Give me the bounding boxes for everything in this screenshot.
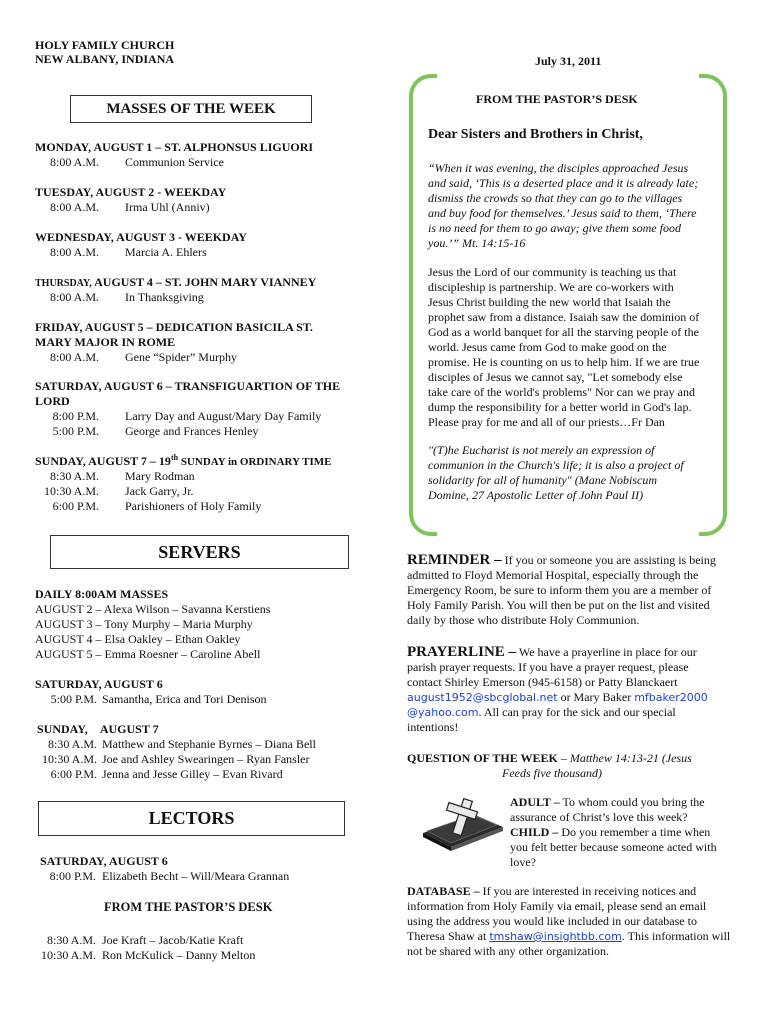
server-names: Jenna and Jesse Gilley – Evan Rivard (102, 767, 283, 781)
question-dash: – (557, 751, 570, 765)
prayerline-first: We have a prayerline in place for our (516, 645, 697, 659)
question-ref-cont: Feeds five thousand) (502, 766, 602, 780)
prayerline-line: intentions! (407, 720, 459, 734)
body-line: Please pray for me and all of our priests…Fr Dan (428, 415, 665, 429)
reminder-first: If you or someone you are assisting is being (501, 553, 716, 567)
prayerline-label: PRAYERLINE – (407, 644, 517, 660)
prayerline-mid: or Mary Baker (557, 690, 635, 704)
body-line: God as a world banquet for all the starving people of the (428, 325, 699, 339)
server-names: Samantha, Erica and Tori Denison (102, 692, 267, 706)
child-question-cont: you felt better because someone acted with (510, 840, 717, 854)
mass-day-heading-cont: MARY MAJOR IN ROME (35, 335, 176, 349)
database-section (407, 884, 747, 959)
server-line: AUGUST 3 – Tony Murphy – Maria Murphy (35, 617, 253, 631)
email-link-tmshaw[interactable]: tmshaw@insightbb.com (489, 930, 622, 943)
pastor-closing (428, 443, 718, 503)
mass-day-small: THURSDAY, (35, 278, 92, 289)
mass-day-heading: TUESDAY, AUGUST 2 - WEEKDAY (35, 185, 227, 199)
prayerline-line: parish prayer requests. If you have a prayer request, please (407, 660, 689, 674)
child-question: Do you remember a time when (558, 825, 711, 839)
bible-cross-icon (417, 793, 507, 853)
mass-time: 8:00 A.M. (49, 290, 99, 304)
mass-time: 5:00 P.M. (52, 424, 99, 438)
mass-time: 8:00 A.M. (49, 245, 99, 259)
database-line4a: Theresa Shaw at (407, 929, 490, 943)
reminder-line: Holy Family Parish. You will then be put on the list and visited (407, 598, 710, 612)
lector-names: Ron McKulick – Danny Melton (102, 948, 256, 962)
mass-intention: Irma Uhl (Anniv) (125, 200, 210, 214)
masses-title-box (70, 95, 312, 123)
mass-intention: Mary Rodman (125, 469, 195, 483)
mass-time: 8:00 A.M. (49, 200, 99, 214)
mass-intention: Marcia A. Ehlers (125, 245, 207, 259)
prayerline-line5: . All can pray for the sick and our special (478, 705, 676, 719)
quote-line: “When it was evening, the disciples approached Jesus (428, 161, 689, 175)
adult-question: To whom could you bring the (559, 795, 705, 809)
prayerline-line: contact Shirley Emerson (945-6158) or Patty Blanckaert (407, 675, 678, 689)
adult-question-cont: assurance of Christ’s love this week? (510, 810, 688, 824)
server-time: 6:00 P.M. (50, 767, 97, 781)
servers-saturday-heading: SATURDAY, AUGUST 6 (35, 677, 163, 691)
server-time: 8:30 A.M. (47, 737, 97, 751)
quote-line: dismiss the crowds so that they can go to the villages (428, 191, 683, 205)
quote-line: is no need for them to go away; give them some food (428, 221, 681, 235)
sunday-label: SUNDAY, (37, 722, 88, 736)
database-line: not be shared with any other organization. (407, 944, 610, 958)
mass-time: 6:00 P.M. (52, 499, 99, 513)
pastor-quote (428, 161, 718, 251)
lectors-title: LECTORS (148, 808, 235, 828)
masses-title: MASSES OF THE WEEK (106, 101, 276, 117)
closing-line: solidarity for all of humanity" (Mane Nobiscum (428, 473, 658, 487)
pastor-body (428, 265, 718, 430)
question-section (407, 751, 747, 781)
adult-label: ADULT – (510, 795, 560, 809)
reminder-section (407, 553, 747, 628)
mass-time: 8:00 A.M. (49, 155, 99, 169)
mass-time: 8:00 A.M. (49, 350, 99, 364)
prayerline-section (407, 645, 747, 735)
lector-names: Joe Kraft – Jacob/Katie Kraft (102, 933, 244, 947)
servers-sunday-heading (35, 722, 159, 737)
body-line: promise. He is counting on us to help him. If we are true (428, 355, 700, 369)
mass-intention: Communion Service (125, 155, 224, 169)
reminder-line: Emergency Room, be sure to inform them you are a member of (407, 583, 712, 597)
sunday-date: AUGUST 7 (99, 722, 159, 736)
body-line: take care of the world's problems" Nor can we pray and (428, 385, 695, 399)
lectors-subheading: FROM THE PASTOR’S DESK (104, 900, 273, 914)
body-line: disciples of Jesus we cannot say, "Let somebody else (428, 370, 683, 384)
body-line: dump the responsibility for a better world in God's lap. (428, 400, 692, 414)
lector-names: Elizabeth Becht – Will/Meara Grannan (102, 869, 290, 883)
lectors-title-box (38, 801, 345, 836)
server-line: AUGUST 4 – Elsa Oakley – Ethan Oakley (35, 632, 241, 646)
lectors-saturday-heading: SATURDAY, AUGUST 6 (40, 854, 168, 868)
bulletin-date: July 31, 2011 (535, 54, 602, 68)
mass-time: 8:00 P.M. (52, 409, 99, 423)
database-line: information from Holy Family via email, please send an email (407, 899, 707, 913)
mass-intention: Jack Garry, Jr. (125, 484, 194, 498)
server-line: AUGUST 5 – Emma Roesner – Caroline Abell (35, 647, 261, 661)
body-line: world. Jesus came from God to make good on the (428, 340, 667, 354)
server-names: Matthew and Stephanie Byrnes – Diana Bell (102, 737, 316, 751)
mass-intention: Parishioners of Holy Family (125, 499, 262, 513)
reminder-line: admitted to Floyd Memorial Hospital, especially through the (407, 568, 699, 582)
mass-day-heading (35, 275, 316, 291)
database-line: using the address you would like included in our database to (407, 914, 697, 928)
question-answers (510, 795, 750, 870)
lector-time: 8:30 A.M. (46, 933, 96, 947)
quote-line: and buy food for themselves.’ Jesus said to them, ‘There (428, 206, 697, 220)
quote-line: you.’” Mt. 14:15-16 (428, 236, 526, 250)
server-time: 10:30 A.M. (41, 752, 97, 766)
pastor-greeting: Dear Sisters and Brothers in Christ, (428, 127, 643, 142)
mass-day-heading: SATURDAY, AUGUST 6 – TRANSFIGUARTION OF THE (35, 379, 341, 393)
child-question-end: love? (510, 855, 536, 869)
quote-line: and said, ‘This is a deserted place and it is already late; (428, 176, 699, 190)
database-label: DATABASE – (407, 884, 480, 898)
church-location: NEW ALBANY, INDIANA (35, 52, 175, 66)
lector-time: 10:30 A.M. (40, 948, 96, 962)
mass-intention: Gene “Spider” Murphy (125, 350, 237, 364)
email-link-august1952[interactable]: august1952@sbcglobal.net (407, 691, 558, 704)
reminder-label: REMINDER – (407, 552, 502, 568)
mass-day-sup: th (170, 453, 179, 462)
mass-day-heading (35, 454, 332, 470)
closing-line: "(T)he Eucharist is not merely an expression of (428, 443, 655, 457)
servers-title: SERVERS (158, 542, 241, 562)
servers-daily-heading: DAILY 8:00AM MASSES (35, 587, 169, 601)
closing-line: communion in the Church's life; it is also a project of (428, 458, 684, 472)
server-time: 5:00 P.M. (50, 692, 97, 706)
body-line: prophet saw from a distance. Isaiah saw the dominion of (428, 310, 700, 324)
mass-time: 8:30 A.M. (49, 469, 99, 483)
body-line: Jesus Christ building the new world that Isaiah the (428, 295, 671, 309)
database-line4b: . This information will (621, 929, 731, 943)
pastor-title: FROM THE PASTOR’S DESK (476, 92, 638, 106)
email-link-mfbaker-part1[interactable]: mfbaker2000 (634, 691, 708, 704)
body-line: discipleship is partnership. We are co-workers with (428, 280, 674, 294)
mass-day-heading: FRIDAY, AUGUST 5 – DEDICATION BASICILA ST. (35, 320, 313, 334)
question-label: QUESTION OF THE WEEK (407, 751, 558, 765)
server-names: Joe and Ashley Swearingen – Ryan Fansler (102, 752, 310, 766)
mass-intention: Larry Day and August/Mary Day Family (125, 409, 322, 423)
mass-day-b: SUNDAY in ORDINARY TIME (178, 456, 332, 468)
server-line: AUGUST 2 – Alexa Wilson – Savanna Kerstiens (35, 602, 271, 616)
church-name: HOLY FAMILY CHURCH (35, 38, 175, 52)
database-first: If you are interested in receiving notices and (479, 884, 697, 898)
child-label: CHILD – (510, 825, 559, 839)
question-ref: Matthew 14:13-21 (Jesus (569, 751, 692, 765)
servers-title-box (50, 535, 349, 569)
body-line: Jesus the Lord of our community is teaching us that (428, 265, 677, 279)
mass-day-heading: WEDNESDAY, AUGUST 3 - WEEKDAY (35, 230, 247, 244)
lector-time: 8:00 P.M. (49, 869, 96, 883)
email-link-mfbaker-part2[interactable]: @yahoo.com (407, 706, 479, 719)
mass-day-a: SUNDAY, AUGUST 7 – 19 (35, 454, 171, 468)
mass-day-heading-cont: LORD (35, 394, 70, 408)
mass-day-rest: AUGUST 4 – ST. JOHN MARY VIANNEY (94, 275, 317, 289)
reminder-line: daily by those who distribute Holy Communion. (407, 613, 640, 627)
closing-line: Domine, 27 Apostolic Letter of John Paul II) (428, 488, 644, 502)
mass-intention: In Thanksgiving (125, 290, 204, 304)
mass-intention: George and Frances Henley (125, 424, 259, 438)
mass-time: 10:30 A.M. (43, 484, 99, 498)
mass-day-heading: MONDAY, AUGUST 1 – ST. ALPHONSUS LIGUORI (35, 140, 314, 154)
